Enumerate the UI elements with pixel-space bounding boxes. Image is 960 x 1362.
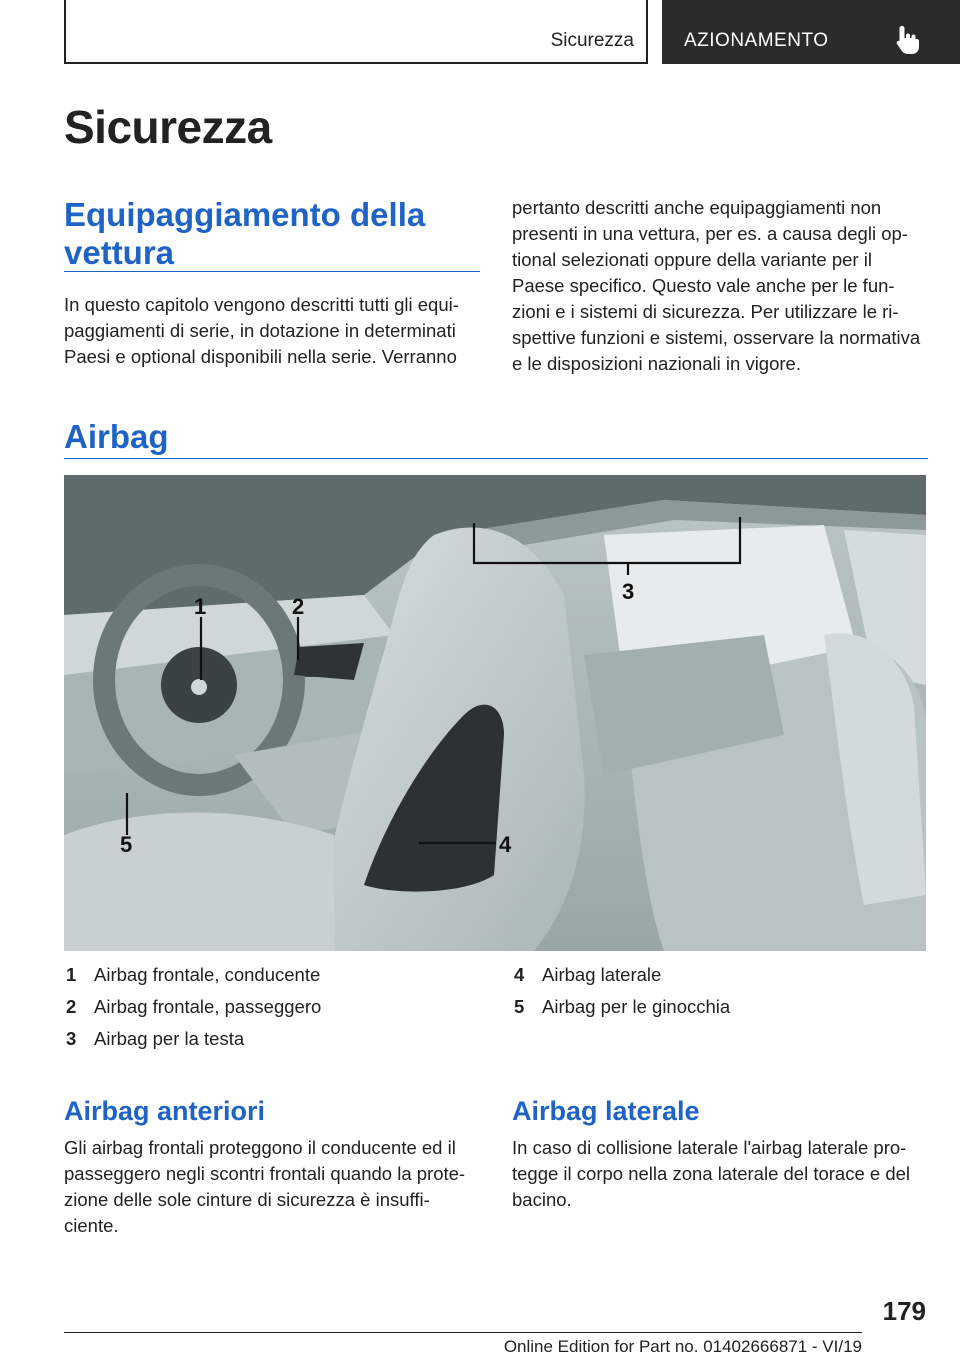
equipment-col2-line: presenti in una vettura, per es. a causa degli op- — [512, 223, 908, 244]
hand-pointer-icon — [893, 24, 923, 56]
front-airbags-line: zione delle sole cinture di sicurezza è insuffi- — [64, 1189, 430, 1210]
footer-rule — [64, 1332, 862, 1333]
side-airbag-paragraph — [512, 1135, 937, 1213]
section-heading-airbag: Airbag — [64, 418, 169, 455]
airbag-heading-rule — [64, 458, 928, 459]
page-number: 179 — [882, 1296, 926, 1326]
equipment-col2-line: spettive funzioni e sistemi, osservare la normativa — [512, 327, 921, 348]
header-chapter-tab — [662, 0, 960, 64]
legend-number: 4 — [514, 964, 525, 985]
legend-text: Airbag per le ginocchia — [542, 996, 731, 1017]
equipment-paragraph-col1 — [64, 292, 484, 370]
car-interior-illustration — [64, 475, 926, 951]
callout-number-5: 5 — [120, 832, 133, 857]
equipment-col1-line: In questo capitolo vengono descritti tutti gli equi- — [64, 294, 459, 315]
legend-number: 5 — [514, 996, 525, 1017]
equipment-col2-line: Paese specifico. Questo vale anche per le fun- — [512, 275, 895, 296]
front-airbags-line: passeggero negli scontri frontali quando la prote- — [64, 1163, 466, 1184]
equipment-heading-rule — [64, 271, 480, 272]
side-airbag-line: tegge il corpo nella zona laterale del torace e del — [512, 1163, 911, 1184]
legend-text: Airbag frontale, passeggero — [94, 996, 322, 1017]
legend-text: Airbag laterale — [542, 964, 662, 985]
callout-number-1: 1 — [194, 594, 207, 619]
header-section-label: Sicurezza — [550, 30, 634, 51]
front-airbags-line: ciente. — [64, 1215, 119, 1236]
subheading-front-airbags: Airbag anteriori — [64, 1096, 266, 1126]
equipment-heading-line-1: Equipaggiamento della — [64, 196, 426, 233]
legend-number: 2 — [66, 996, 77, 1017]
legend-number: 3 — [66, 1028, 77, 1049]
front-airbags-line: Gli airbag frontali proteggono il conducente ed il — [64, 1137, 456, 1158]
side-airbag-line: In caso di collisione laterale l'airbag laterale pro- — [512, 1137, 907, 1158]
front-airbags-paragraph — [64, 1135, 489, 1239]
equipment-col1-line: paggiamenti di serie, in dotazione in determinati — [64, 320, 456, 341]
callout-number-2: 2 — [292, 594, 305, 619]
callout-number-4: 4 — [499, 832, 512, 857]
page-title: Sicurezza — [64, 101, 272, 153]
section-heading-equipment — [64, 196, 425, 272]
equipment-col2-line: tional selezionati oppure della variante per il — [512, 249, 872, 270]
equipment-col2-line: e le disposizioni nazionali in vigore. — [512, 353, 801, 374]
callout-number-3: 3 — [622, 579, 635, 604]
footer-edition-text: Online Edition for Part no. 01402666871 - VI/19 — [503, 1337, 862, 1356]
header-section-box — [64, 0, 648, 64]
legend-text: Airbag frontale, conducente — [94, 964, 321, 985]
equipment-col1-line: Paesi e optional disponibili nella serie. Verranno — [64, 346, 457, 367]
legend-number: 1 — [66, 964, 77, 985]
header-chapter-label: AZIONAMENTO — [684, 30, 829, 51]
side-airbag-line: bacino. — [512, 1189, 572, 1210]
legend-text: Airbag per la testa — [94, 1028, 245, 1049]
equipment-col2-line: zioni e i sistemi di sicurezza. Per utilizzare le ri- — [512, 301, 899, 322]
equipment-col2-line: pertanto descritti anche equipaggiamenti non — [512, 197, 882, 218]
subheading-side-airbag: Airbag laterale — [512, 1096, 700, 1126]
equipment-heading-line-2: vettura — [64, 234, 175, 271]
airbag-locations-figure — [64, 475, 926, 951]
equipment-paragraph-col2 — [512, 195, 932, 377]
